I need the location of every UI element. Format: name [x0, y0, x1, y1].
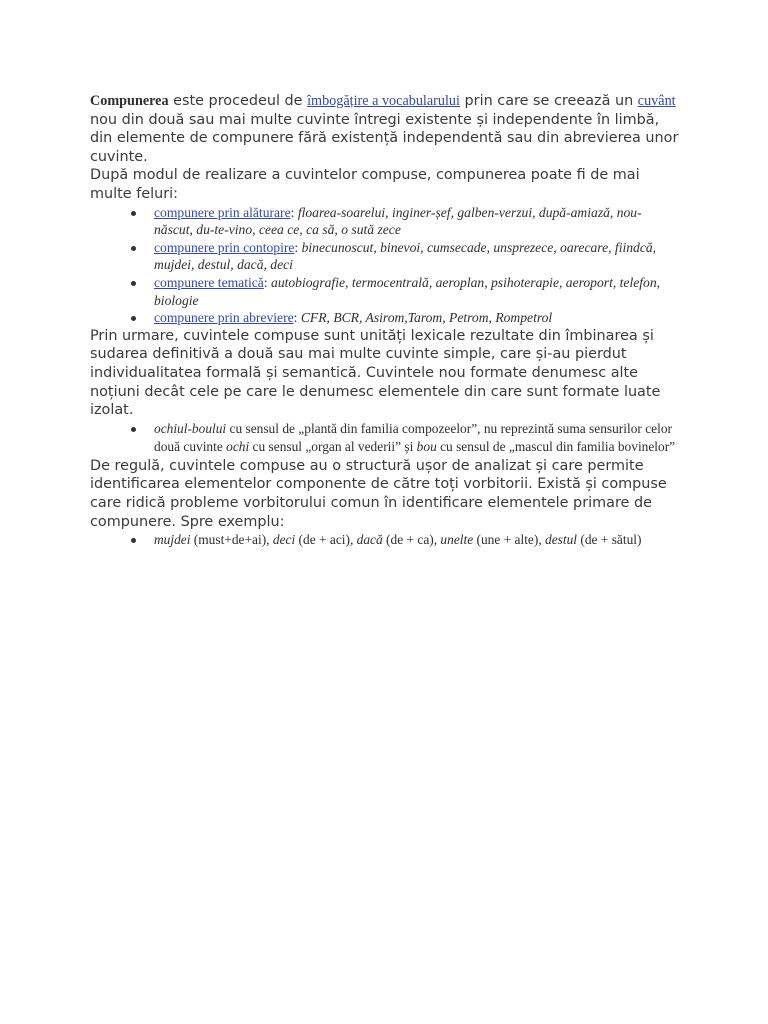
link-compunere-abreviere[interactable]: compunere prin abreviere — [154, 310, 294, 326]
example-text: cu sensul de „mascul din familia bovinelor” — [436, 439, 676, 455]
link-compunere-tematica[interactable]: compunere tematică — [154, 274, 264, 290]
list-item — [90, 531, 680, 549]
example-text: cu sensul „organ al vederii” și — [249, 439, 417, 455]
example-text: (de + aci), — [295, 532, 357, 548]
separator: : — [290, 204, 298, 220]
example-text: cu sensul de „plantă din familia compozeelor”, nu reprezintă suma sensurilor celor două cuvinte — [154, 420, 672, 455]
types-intro-paragraph: După modul de realizare a cuvintelor compuse, compunerea poate fi de mai multe feluri: — [90, 167, 640, 202]
list-item — [90, 309, 680, 327]
bullet-icon — [131, 538, 136, 543]
word-deci: deci — [272, 532, 296, 548]
link-cuvant[interactable]: cuvânt — [637, 93, 676, 109]
examples-text: autobiografie, termocentrală, aeroplan, psihoterapie, aeroport, telefon, biologie — [154, 274, 661, 308]
list-item — [90, 274, 680, 309]
separator: : — [263, 274, 272, 290]
examples-text: CFR, BCR, Asirom,Tarom, Petrom, Rompetrol — [300, 310, 553, 326]
separator: : — [294, 239, 302, 255]
word-bou: bou — [416, 439, 437, 455]
intro-text-1: este procedeul de — [168, 93, 308, 109]
list-item — [90, 204, 680, 239]
word-mujdei: mujdei — [154, 532, 191, 548]
example-list-2 — [90, 531, 680, 549]
separator: : — [293, 310, 301, 326]
bullet-icon — [131, 427, 136, 432]
link-compunere-alaturare[interactable]: compunere prin alăturare — [154, 204, 291, 220]
word-destul: destul — [545, 532, 578, 548]
bullet-icon — [131, 211, 136, 216]
list-item — [90, 420, 680, 457]
example-text: (de + sătul) — [577, 532, 642, 548]
bullet-icon — [131, 281, 136, 286]
example-text: (de + ca), — [382, 532, 441, 548]
list-item — [90, 239, 680, 274]
word-ochi: ochi — [226, 439, 250, 455]
composition-types-list — [90, 204, 680, 327]
conclusion-paragraph: Prin urmare, cuvintele compuse sunt unități lexicale rezultate din îmbinarea și sudarea definitivă a două sau mai multe cuvinte simple, care și-au pierdut individualitatea formală și semantică. Cuvintele nou formate denumesc alte noțiuni decât cele pe care le denumesc elementele din care sunt formate luate izolat. — [90, 327, 661, 419]
examples-text: floarea-soarelui, inginer-șef, galben-verzui, după-amiază, nou-născut, du-te-vino, ceea ce, ca să, o sută zece — [154, 204, 642, 238]
example-text: (must+de+ai), — [190, 532, 273, 548]
word-unelte: unelte — [440, 532, 474, 548]
term-compunerea: Compunerea — [90, 93, 169, 109]
link-compunere-contopire[interactable]: compunere prin contopire — [154, 239, 295, 255]
intro-text-3: nou din două sau mai multe cuvinte întregi existente și independente în limbă, din elemente de compunere fără existență independentă sau din abrevierea unor cuvinte. — [90, 111, 679, 165]
word-ochiul-boului: ochiul-boului — [154, 420, 227, 436]
examples-text: binecunoscut, binevoi, cumsecade, unsprezece, oarecare, fiindcă, mujdei, destul, dacă, deci — [154, 239, 657, 273]
document-body — [90, 92, 680, 549]
link-imbogatire-vocabular[interactable]: îmbogățire a vocabularului — [307, 93, 460, 109]
intro-paragraph — [90, 92, 680, 166]
bullet-icon — [131, 316, 136, 321]
intro-text-2: prin care se creează un — [459, 93, 638, 109]
example-list-1 — [90, 420, 680, 457]
example-text: (une + alte), — [473, 532, 546, 548]
bullet-icon — [131, 246, 136, 251]
rule-paragraph: De regulă, cuvintele compuse au o structură ușor de analizat și care permite identificarea elementelor componente de către toți vorbitorii. Există și compuse care ridică probleme vorbitorului comun în identificare elementele primare de compunere. Spre exemplu: — [90, 457, 667, 530]
word-daca: dacă — [356, 532, 383, 548]
